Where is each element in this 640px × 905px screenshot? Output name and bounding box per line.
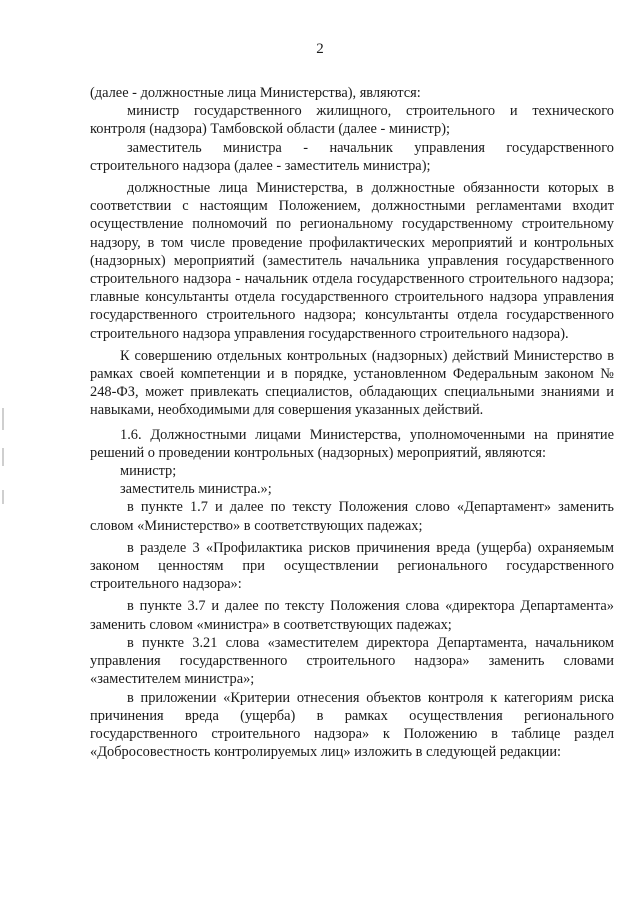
margin-mark: [2, 408, 4, 430]
paragraph-minister: министр государственного жилищного, строительного и технического контроля (надзора) Тамбовской области (далее - министр);: [90, 103, 614, 138]
paragraph-clause-3-21: в пункте 3.21 слова «заместителем директора Департамента, начальником управления государственного строительного надзора» заменить словами «заместителем министра»;: [90, 634, 614, 688]
paragraph-deputy-minister: заместитель министра - начальник управления государственного строительного надзора (далее - заместитель министра);: [90, 139, 614, 174]
paragraph-minister-short: министр;: [120, 463, 177, 480]
paragraph-clause-1-7: в пункте 1.7 и далее по тексту Положения слово «Департамент» заменить словом «Министерство» в соответствующих падежах;: [90, 499, 614, 534]
paragraph-officials-duties: должностные лица Министерства, в должностные обязанности которых в соответствии с настоящим Положением, должностными регламентами входит осуществление полномочий по региональному государственному строительному надзору, в том числе проведение профилактических мероприятий и контрольных (надзорных) мероприятий (заместитель начальника управления государственного строительного надзора - начальник отдела государственного строительного надзора; главные консультанты отдела государственного строительного надзора управления государственного строительного надзора; консультанты отдела государственного строительного надзора управления государственного строительного надзора).: [90, 180, 614, 342]
paragraph-officials-continuation: (далее - должностные лица Министерства), являются:: [90, 85, 421, 101]
paragraph-deputy-short: заместитель министра.»;: [120, 481, 272, 498]
paragraph-appendix: в приложении «Критерии отнесения объектов контроля к категориям риска причинения вреда (ущерба) в рамках осуществления регионального государственного строительного надзора» к Положению в таблице раздел «Добросовестность контролируемых лиц» изложить в следующей редакции:: [90, 689, 614, 761]
paragraph-clause-3-7: в пункте 3.7 и далее по тексту Положения слова «директора Департамента» заменить словом «министра» в соответствующих падежах;: [90, 598, 614, 633]
margin-mark: [2, 448, 4, 466]
document-body: [90, 84, 614, 761]
paragraph-section-1-6: 1.6. Должностными лицами Министерства, уполномоченными на принятие решений о проведении контрольных (надзорных) мероприятий, являются:: [90, 426, 614, 461]
paragraph-section-3: в разделе 3 «Профилактика рисков причинения вреда (ущерба) охраняемым законом ценностям при осуществлении регионального государственного строительного надзора»:: [90, 539, 614, 593]
page-number: 2: [316, 41, 324, 57]
margin-mark: [2, 490, 4, 504]
paragraph-specialists: К совершению отдельных контрольных (надзорных) действий Министерство в рамках своей компетенции и в порядке, установленном Федеральным законом № 248-ФЗ, может привлекать специалистов, обладающих специальными знаниями и навыками, необходимыми для совершения указанных действий.: [90, 347, 614, 419]
